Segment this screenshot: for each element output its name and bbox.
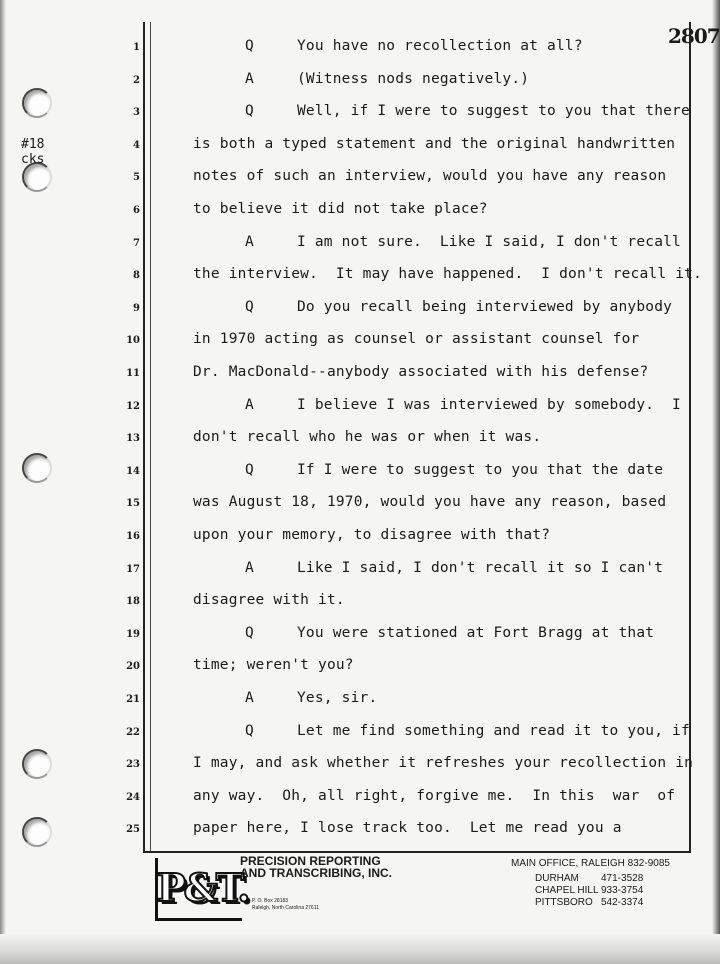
- line-text: You have no recollection at all?: [297, 38, 583, 54]
- line-number: 23: [126, 759, 140, 770]
- transcript-line: [193, 136, 675, 152]
- line-text: Let me find something and read it to you, if: [297, 723, 690, 739]
- line-text: was August 18, 1970, would you have any reason, based: [193, 494, 667, 510]
- line-number: 17: [126, 564, 140, 575]
- transcript-line: [193, 592, 345, 608]
- line-number: 20: [126, 661, 140, 672]
- line-text: any way. Oh, all right, forgive me. In this war of: [193, 788, 676, 804]
- margin-note: [21, 137, 44, 167]
- line-number: 5: [133, 172, 140, 183]
- line-text: paper here, I lose track too. Let me read you a: [193, 820, 622, 836]
- office-city: PITTSBORO: [535, 897, 593, 908]
- punch-hole: [22, 453, 52, 483]
- transcript-line: [193, 820, 622, 836]
- address-line: Raleigh, North Carolina 27611: [252, 905, 319, 911]
- line-number: 7: [133, 238, 140, 249]
- speaker-label: Q: [245, 462, 254, 478]
- office-city: CHAPEL HILL: [535, 885, 599, 896]
- office-row: [535, 897, 643, 908]
- transcript-line: [193, 266, 702, 282]
- line-text: upon your memory, to disagree with that?: [193, 527, 551, 543]
- line-number: 25: [126, 824, 140, 835]
- line-text: Yes, sir.: [297, 690, 378, 706]
- line-number: 16: [126, 531, 140, 542]
- page-number: 2807: [668, 24, 720, 48]
- punch-hole: [22, 817, 52, 847]
- line-text: I am not sure. Like I said, I don't recall: [297, 234, 681, 250]
- line-number: 8: [133, 270, 140, 281]
- line-text: don't recall who he was or when it was.: [193, 429, 542, 445]
- transcript-line: [193, 364, 648, 380]
- line-text: to believe it did not take place?: [193, 201, 488, 217]
- office-row: [535, 885, 643, 896]
- speaker-label: Q: [245, 103, 254, 119]
- line-number: 18: [126, 596, 140, 607]
- line-text: Like I said, I don't recall it so I can't: [297, 560, 664, 576]
- transcript-frame-inner-rule: [150, 22, 151, 851]
- transcript-line: [193, 657, 354, 673]
- page-edge-shadow-bottom: [0, 934, 720, 964]
- speaker-label: A: [245, 71, 254, 87]
- speaker-label: Q: [245, 38, 254, 54]
- line-number: 1: [133, 42, 140, 53]
- line-number: 9: [133, 303, 140, 314]
- transcript-line: [245, 723, 690, 739]
- transcript-line: [245, 625, 654, 641]
- line-number: 6: [133, 205, 140, 216]
- speaker-label: A: [245, 397, 254, 413]
- line-number: 10: [126, 335, 140, 346]
- page-edge-shadow-left: [0, 0, 6, 964]
- transcript-line: [245, 299, 672, 315]
- office-phone: 933-3754: [601, 885, 644, 896]
- line-text: is both a typed statement and the original handwritten: [193, 136, 676, 152]
- company-name-line: PRECISION REPORTING: [240, 854, 381, 868]
- line-text: Dr. MacDonald--anybody associated with his defense?: [193, 364, 649, 380]
- line-text: (Witness nods negatively.): [297, 71, 530, 87]
- transcript-line: [245, 397, 681, 413]
- line-number: 21: [126, 694, 140, 705]
- speaker-label: Q: [245, 625, 254, 641]
- speaker-label: Q: [245, 723, 254, 739]
- transcript-line: [193, 788, 675, 804]
- line-number: 14: [126, 466, 140, 477]
- line-text: notes of such an interview, would you have any reason: [193, 168, 667, 184]
- transcript-line: [193, 168, 666, 184]
- transcript-line: [193, 755, 693, 771]
- transcript-line: [193, 331, 640, 347]
- line-text: I may, and ask whether it refreshes your recollection in: [193, 755, 694, 771]
- office-row: [535, 873, 643, 884]
- speaker-label: A: [245, 234, 254, 250]
- company-name-line: AND TRANSCRIBING, INC.: [240, 866, 392, 880]
- line-number: 12: [126, 401, 140, 412]
- line-text: disagree with it.: [193, 592, 345, 608]
- line-text: If I were to suggest to you that the date: [297, 462, 664, 478]
- transcript-line: [245, 690, 377, 706]
- margin-note-line: #18: [21, 137, 45, 152]
- speaker-label: Q: [245, 299, 254, 315]
- punch-hole: [22, 88, 52, 118]
- line-number: 22: [126, 727, 140, 738]
- speaker-label: A: [245, 690, 254, 706]
- office-city: DURHAM: [535, 873, 579, 884]
- line-number: 2: [133, 75, 140, 86]
- line-text: the interview. It may have happened. I don't recall it.: [193, 266, 702, 282]
- punch-hole: [22, 749, 52, 779]
- line-text: time; weren't you?: [193, 657, 354, 673]
- line-number: 13: [126, 433, 140, 444]
- line-number: 11: [126, 368, 140, 379]
- main-office: MAIN OFFICE, RALEIGH 832-9085: [511, 858, 670, 869]
- line-number: 4: [133, 140, 140, 151]
- transcript-line: [245, 234, 681, 250]
- company-name: [240, 855, 392, 879]
- address-line: P. O. Box 28183: [252, 898, 289, 904]
- line-text: Well, if I were to suggest to you that there: [297, 103, 690, 119]
- transcript-line: [245, 560, 663, 576]
- page-edge-shadow-right: [712, 0, 720, 964]
- speaker-label: A: [245, 560, 254, 576]
- line-number: 19: [126, 629, 140, 640]
- line-text: I believe I was interviewed by somebody. I: [297, 397, 681, 413]
- line-number: 15: [126, 498, 140, 509]
- transcript-line: [193, 494, 666, 510]
- margin-note-line: cks: [21, 152, 45, 167]
- line-number: 3: [133, 107, 140, 118]
- transcript-line: [193, 527, 550, 543]
- line-text: in 1970 acting as counsel or assistant counsel for: [193, 331, 640, 347]
- line-number: 24: [126, 792, 140, 803]
- transcript-line: [245, 103, 690, 119]
- company-address: [252, 898, 319, 912]
- transcript-line: [193, 201, 488, 217]
- transcript-line: [193, 429, 541, 445]
- transcript-line: [245, 38, 583, 54]
- transcript-line: [245, 71, 529, 87]
- company-logo: P&T.: [157, 865, 249, 910]
- office-phone: 471-3528: [601, 873, 644, 884]
- transcript-line: [245, 462, 663, 478]
- office-phone: 542-3374: [601, 897, 644, 908]
- line-text: You were stationed at Fort Bragg at that: [297, 625, 655, 641]
- line-text: Do you recall being interviewed by anybody: [297, 299, 673, 315]
